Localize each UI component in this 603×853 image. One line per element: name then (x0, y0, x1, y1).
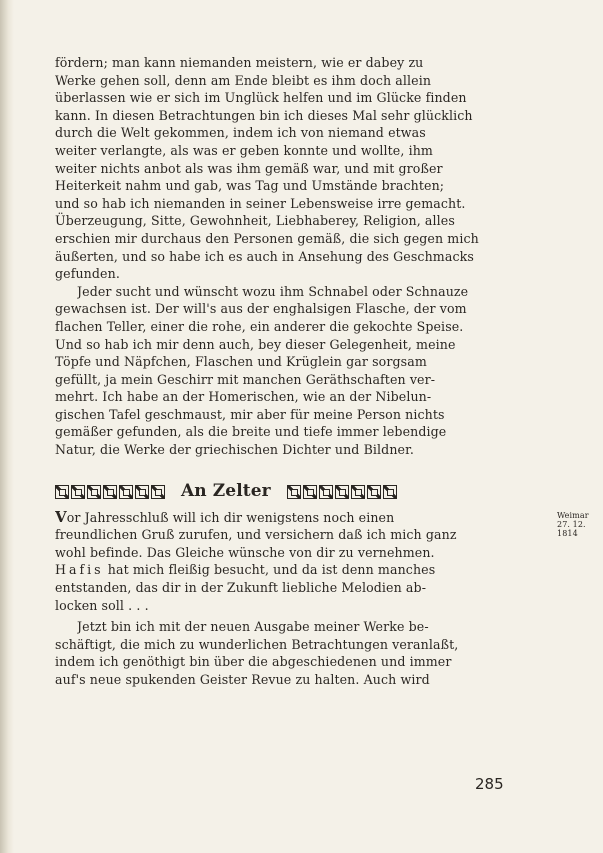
ornament-tile-icon (87, 485, 101, 499)
letter-first-line-text: or Jahresschluß will ich dir wenigstens noch einen (66, 509, 395, 525)
ornament-tile-icon (367, 485, 381, 499)
text-line: gefüllt, ja mein Geschirr mit manchen Geräthschaften ver- (55, 371, 436, 387)
text-line (55, 561, 555, 579)
text-line: schäftigt, die mich zu wunderlichen Betrachtungen veranlaßt, (55, 636, 459, 652)
letter-first-line (55, 509, 555, 527)
text-line: Jeder sucht und wünscht wozu ihm Schnabel oder Schnauze (77, 283, 469, 299)
text-line: flachen Teller, einer die rohe, ein anderer die gekochte Speise. (55, 318, 464, 334)
text-line: Natur, die Werke der griechischen Dichter und Bildner. (55, 442, 414, 458)
ornament-tile-icon (151, 485, 165, 499)
paragraph-2 (55, 283, 555, 459)
text-line: Töpfe und Näpfchen, Flaschen und Krüglein gar sorgsam (55, 354, 427, 370)
ornament-left (55, 485, 165, 499)
text-line: überlassen wie er sich im Unglück helfen und im Glücke finden (55, 90, 467, 106)
text-line: Werke gehen soll, denn am Ende bleibt es ihm doch allein (55, 72, 432, 88)
text-line: indem ich genöthigt bin über die abgeschiedenen und immer (55, 654, 452, 670)
ornament-tile-icon (383, 485, 397, 499)
ornament-tile-icon (335, 485, 349, 499)
text-line: locken soll . . . (55, 597, 149, 613)
text-line: mehrt. Ich habe an der Homerischen, wie an der Nibelun- (55, 389, 432, 405)
ornament-right (287, 485, 397, 499)
text-line: Jetzt bin ich mit der neuen Ausgabe meiner Werke be- (77, 619, 429, 635)
ornament-tile-icon (319, 485, 333, 499)
margin-date-note (557, 511, 599, 538)
section-title: An Zelter (181, 480, 271, 501)
text-line: entstanden, das dir in der Zukunft liebliche Melodien ab- (55, 580, 427, 596)
text-line: äußerten, und so habe ich es auch in Ansehung des Geschmacks (55, 248, 474, 264)
ornament-tile-icon (71, 485, 85, 499)
letter-paragraph (55, 508, 589, 615)
text-span: hat mich fleißig besucht, und da ist denn manches (103, 562, 436, 578)
text-line: Überzeugung, Sitte, Gewohnheit, Liebhaberey, Religion, alles (55, 213, 455, 229)
drop-cap: V (55, 508, 67, 526)
document-body (55, 54, 589, 689)
ornament-tile-icon (287, 485, 301, 499)
text-line: Heiterkeit nahm und gab, was Tag und Umstände brachten; (55, 178, 445, 194)
ornament-tile-icon (135, 485, 149, 499)
ornament-tile-icon (119, 485, 133, 499)
text-line: durch die Welt gekommen, indem ich von niemand etwas (55, 125, 426, 141)
page-number: 285 (475, 775, 504, 793)
text-line: freundlichen Gruß zurufen, und versichern daß ich mich ganz (55, 527, 457, 543)
text-line: erschien mir durchaus den Personen gemäß, die sich gegen mich (55, 230, 479, 246)
page-binding-edge (0, 0, 14, 853)
text-line: wohl befinde. Das Gleiche wünsche von dir zu vernehmen. (55, 544, 435, 560)
text-line: gewachsen ist. Der will's aus der enghalsigen Flasche, der vom (55, 301, 467, 317)
text-line: Und so hab ich mir denn auch, bey dieser Gelegenheit, meine (55, 336, 456, 352)
paragraph-1 (55, 54, 555, 283)
ornament-tile-icon (351, 485, 365, 499)
ornament-tile-icon (303, 485, 317, 499)
margin-date: 27. 12. (557, 519, 586, 529)
ornament-tile-icon (55, 485, 69, 499)
paragraph-4 (55, 618, 555, 688)
text-line: weiter nichts anbot als was ihm gemäß war, und mit großer (55, 160, 443, 176)
section-heading (55, 481, 555, 503)
margin-place: Weimar (557, 510, 589, 520)
text-line: weiter verlangte, als was er geben konnte und wollte, ihm (55, 142, 433, 158)
text-line: kann. In diesen Betrachtungen bin ich dieses Mal sehr glücklich (55, 107, 473, 123)
text-line: auf's neue spukenden Geister Revue zu halten. Auch wird (55, 672, 430, 687)
margin-year: 1814 (557, 528, 578, 538)
text-line: und so hab ich niemanden in seiner Lebensweise irre gemacht. (55, 195, 466, 211)
spaced-name: Hafis (55, 562, 104, 578)
text-line: gefunden. (55, 266, 120, 282)
ornament-tile-icon (103, 485, 117, 499)
text-line: gemäßer gefunden, als die breite und tiefe immer lebendige (55, 424, 447, 440)
text-line: gischen Tafel geschmaust, mir aber für meine Person nichts (55, 406, 445, 422)
text-line: fördern; man kann niemanden meistern, wie er dabey zu (55, 55, 424, 70)
